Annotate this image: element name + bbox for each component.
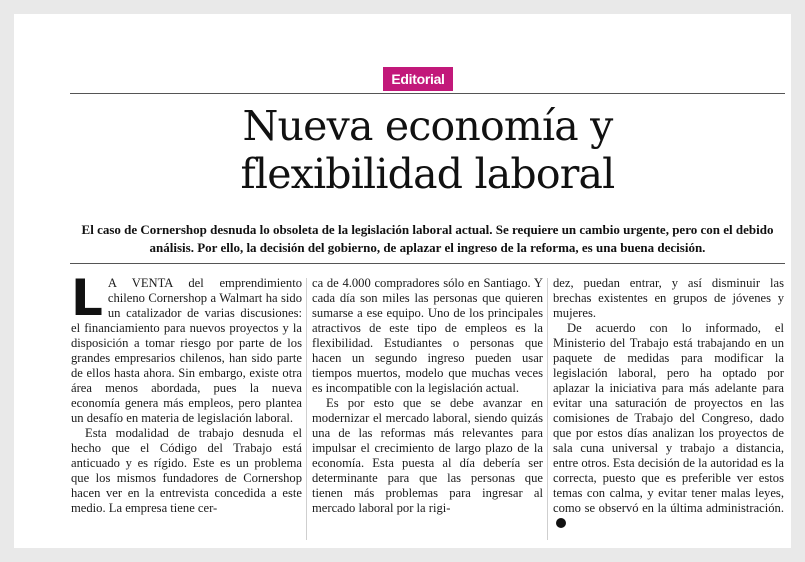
lede-divider [70, 263, 785, 264]
drop-cap: L [71, 269, 103, 327]
paragraph-last [553, 321, 784, 531]
end-of-article-icon [556, 518, 566, 528]
paragraph-text: De acuerdo con lo informado, el Ministerio del Trabajo está trabajando en un paquete de medidas para modificar la legislación laboral, pero ha optado por aplazar la iniciativa para más adelante para evitar una saturación de proyectos en las comisiones de Trabajo del Congreso, dado que por estos días analizan los proyectos de sala cuna universal y trabajo a distancia, entre otros. Esta decisión de la autoridad es la correcta, puesto que es preferible ver estos temas con calma, y evitar tener malas leyes, como se observó en la última administración. [553, 321, 784, 515]
column-2 [312, 276, 543, 548]
lede-summary: El caso de Cornershop desnuda lo obsoleta de la legislación laboral actual. Se requiere un cambio urgente, pero con el debido análisis. Por ello, la decisión del gobierno, de aplazar el ingreso de la reforma, es una buena decisión. [81, 222, 774, 255]
article-body [71, 269, 784, 548]
headline-line-2: flexibilidad laboral [240, 150, 615, 198]
paragraph: Es por esto que se debe avanzar en modernizar el mercado laboral, siendo quizás una de las reformas más relevantes para impulsar el crecimiento de largo plazo de la economía. Esta puesta al día debería ser determinante para que las personas que tienen más problemas para ingresar al mercado laboral por la rigi- [312, 396, 543, 515]
headline-line-1: Nueva economía y [242, 102, 613, 150]
paragraph: ca de 4.000 compradores sólo en Santiago. Y cada día son miles las personas que quieren sumarse a ese equipo. Uno de los principales atractivos de este tipo de empleos es la flexibilidad. Estudiantes o personas que hacen un segundo ingreso pueden usar tiempos muertos, modelo que muchas veces es incompatible con la legislación actual. [312, 276, 543, 395]
newspaper-page [14, 14, 791, 548]
paragraph: A VENTA del emprendimiento chileno Cornershop a Walmart ha sido un catalizador de varias discusiones: el financiamiento para nuevos proyectos y la disposición a tomar riesgo por parte de los grandes empresarios chilenos, han sido parte de ellos hasta ahora. Sin embargo, existe otra área menos abordada, pues la nueva economía genera más empleos, pero plantea un desafío en materia de legislación laboral. [71, 276, 302, 425]
paragraph: Esta modalidad de trabajo desnuda el hecho que el Código del Trabajo está anticuado y es rígido. Este es un problema que los mismos fundadores de Cornershop hacen ver en la entrevista concedida a este medio. La empresa tiene cer- [71, 426, 302, 515]
headline [70, 102, 785, 198]
column-3 [553, 276, 784, 548]
paragraph: dez, puedan entrar, y así disminuir las brechas existentes en grupos de jóvenes y mujeres. [553, 276, 784, 320]
column-1 [71, 269, 302, 548]
top-divider [70, 93, 785, 94]
section-badge: Editorial [383, 67, 453, 91]
